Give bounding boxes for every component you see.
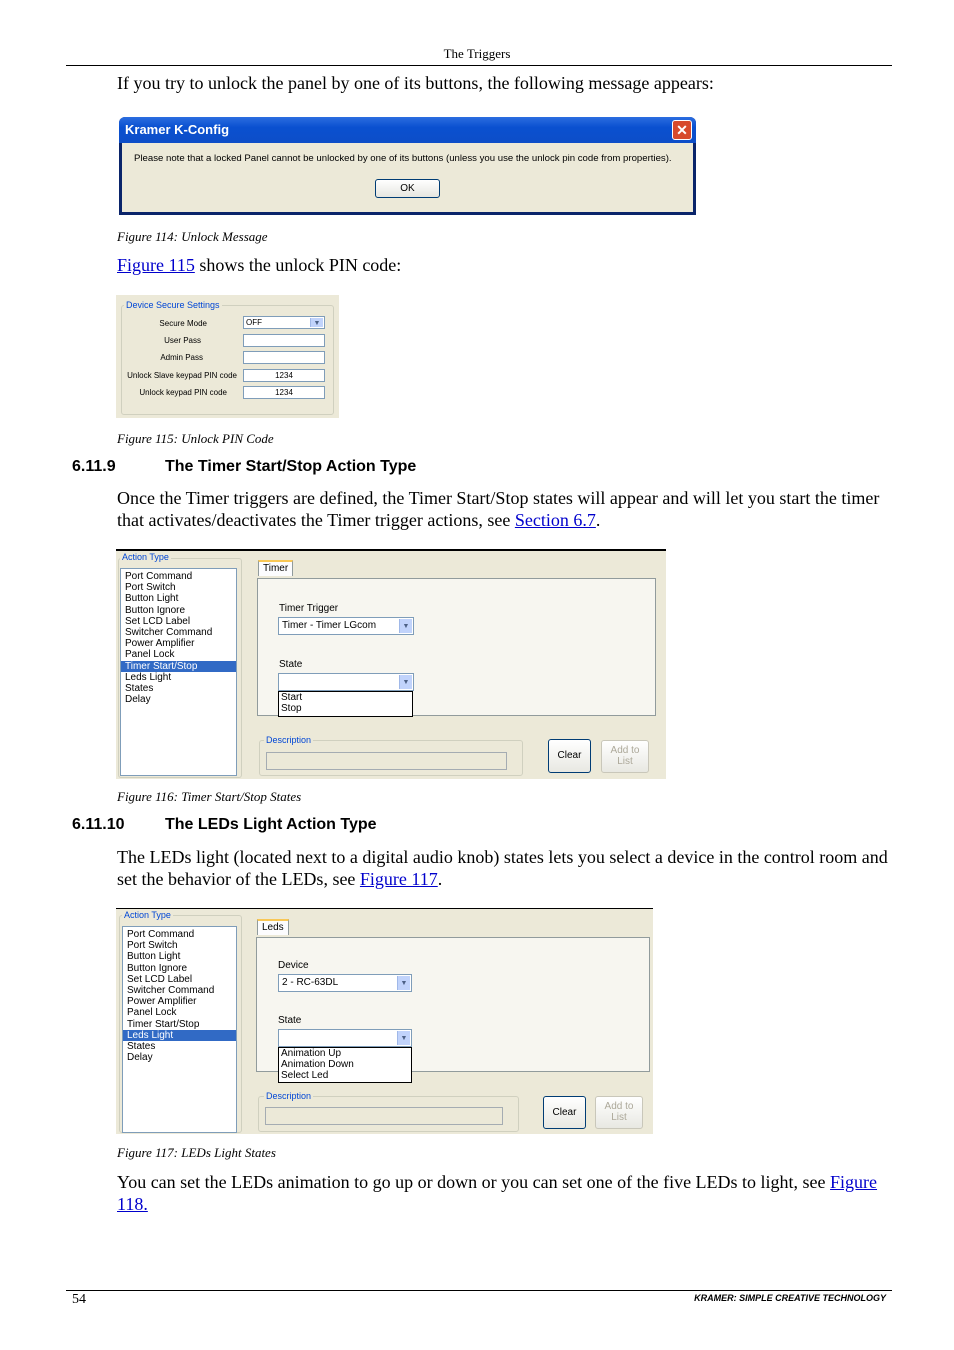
- tab-timer[interactable]: Timer: [258, 560, 293, 576]
- action-type-item[interactable]: Port Command: [125, 571, 193, 582]
- chevron-down-icon: ▼: [397, 1031, 410, 1045]
- timer-trigger-select[interactable]: [278, 617, 414, 635]
- settings-group-label: Device Secure Settings: [126, 300, 220, 310]
- unlock-keypad-pin-label: Unlock keypad PIN code: [139, 388, 227, 397]
- leds-paragraph-end: .: [437, 869, 443, 889]
- device-secure-settings-panel: [116, 295, 339, 418]
- section-number: 6.11.10: [72, 816, 125, 833]
- section-title: The LEDs Light Action Type: [165, 816, 377, 833]
- action-type-item[interactable]: Panel Lock: [127, 1007, 177, 1019]
- figure-118-link[interactable]: Figure 118.: [117, 1172, 878, 1214]
- action-type-item[interactable]: Timer Start/Stop: [127, 1018, 200, 1030]
- add-to-list-line2: List: [617, 756, 633, 767]
- state-dropdown-list[interactable]: [278, 1047, 412, 1083]
- leds-action-type-window: [116, 908, 653, 1134]
- state-dropdown-list[interactable]: [278, 691, 413, 717]
- action-type-item[interactable]: Button Light: [125, 593, 179, 605]
- unlock-keypad-pin-field[interactable]: [243, 386, 325, 399]
- action-type-item[interactable]: Timer Start/Stop: [121, 661, 236, 672]
- figure-115-link[interactable]: Figure 115: [117, 255, 195, 275]
- figure-115-reference: [117, 254, 401, 276]
- chevron-down-icon: ▼: [397, 976, 410, 990]
- section-6-11-10-heading: [72, 816, 377, 834]
- action-type-item[interactable]: Port Switch: [125, 582, 176, 594]
- footer-rule: [66, 1290, 892, 1291]
- add-to-list-line1: Add to: [604, 1101, 634, 1112]
- secure-mode-value: OFF: [246, 318, 262, 327]
- figure-114-caption: Figure 114: Unlock Message: [117, 229, 268, 244]
- unlock-message-dialog: [119, 117, 696, 215]
- secure-mode-select[interactable]: [243, 316, 325, 329]
- action-type-item[interactable]: Power Amplifier: [125, 638, 195, 650]
- figure-115-caption: Figure 115: Unlock PIN Code: [117, 431, 274, 446]
- action-type-item[interactable]: Switcher Command: [125, 627, 213, 639]
- timer-paragraph-end: .: [595, 510, 601, 530]
- action-type-item[interactable]: States: [127, 1041, 156, 1053]
- figure-117-link[interactable]: Figure 117: [359, 869, 438, 889]
- close-icon[interactable]: ✕: [672, 120, 692, 140]
- device-value: 2 - RC-63DL: [282, 977, 339, 988]
- chevron-down-icon: ▼: [399, 675, 412, 689]
- action-type-item[interactable]: Button Light: [127, 951, 181, 963]
- add-to-list-line2: List: [611, 1112, 627, 1123]
- section-6-11-9-heading: [72, 458, 416, 476]
- timer-trigger-label: Timer Trigger: [279, 603, 339, 614]
- unlock-slave-pin-value: 1234: [275, 371, 293, 380]
- footer-brand: KRAMER: SIMPLE CREATIVE TECHNOLOGY: [694, 1293, 886, 1303]
- state-option[interactable]: Animation Down: [281, 1059, 354, 1070]
- action-type-list[interactable]: [122, 926, 237, 1133]
- action-type-item[interactable]: Set LCD Label: [127, 973, 193, 985]
- action-type-item[interactable]: Panel Lock: [125, 649, 175, 661]
- unlock-slave-pin-label: Unlock Slave keypad PIN code: [127, 371, 237, 380]
- state-option[interactable]: Start: [281, 692, 303, 703]
- description-label: Description: [266, 735, 312, 745]
- section-title: The Timer Start/Stop Action Type: [165, 458, 417, 475]
- timer-paragraph-text: Once the Timer triggers are defined, the Timer Start/Stop states will appear and will let you start the timer that activates/deactivates the Timer trigger actions, see: [117, 488, 880, 530]
- figure-116-caption: Figure 116: Timer Start/Stop States: [117, 789, 302, 804]
- timer-trigger-value: Timer - Timer LGcom: [282, 620, 377, 631]
- dialog-message: Please note that a locked Panel cannot be unlocked by one of its buttons (unless you use the unlock pin code from properties).: [134, 153, 672, 164]
- intro-paragraph: If you try to unlock the panel by one of its buttons, the following message appears:: [117, 73, 714, 93]
- secure-mode-label: Secure Mode: [159, 319, 207, 328]
- clear-button[interactable]: Clear: [543, 1096, 586, 1129]
- action-type-item[interactable]: Switcher Command: [127, 985, 215, 997]
- action-type-item[interactable]: Delay: [127, 1052, 153, 1064]
- page-number: 54: [72, 1292, 86, 1307]
- action-type-item[interactable]: Button Ignore: [125, 604, 186, 616]
- unlock-keypad-pin-value: 1234: [275, 388, 293, 397]
- ok-button[interactable]: OK: [375, 179, 440, 198]
- description-label: Description: [266, 1091, 312, 1101]
- state-label: State: [278, 1015, 302, 1026]
- description-field[interactable]: [266, 752, 507, 770]
- state-select[interactable]: [278, 673, 414, 691]
- action-type-item[interactable]: Delay: [125, 694, 151, 706]
- action-type-item[interactable]: Set LCD Label: [125, 615, 191, 627]
- state-select[interactable]: [278, 1029, 412, 1047]
- user-pass-field[interactable]: [243, 334, 325, 347]
- action-type-label: Action Type: [124, 910, 171, 920]
- figure-115-reference-text: shows the unlock PIN code:: [194, 255, 402, 275]
- action-type-item[interactable]: Button Ignore: [127, 962, 188, 974]
- dialog-title: Kramer K-Config: [125, 122, 230, 137]
- add-to-list-line1: Add to: [610, 745, 640, 756]
- state-label: State: [279, 659, 303, 670]
- add-to-list-button[interactable]: [595, 1096, 643, 1129]
- chevron-down-icon: ▼: [310, 318, 323, 327]
- action-type-item[interactable]: Leds Light: [123, 1030, 236, 1041]
- action-type-list[interactable]: [120, 568, 237, 776]
- clear-button[interactable]: Clear: [548, 739, 591, 773]
- device-label: Device: [278, 960, 309, 971]
- leds-paragraph: [117, 846, 892, 890]
- timer-action-type-window: [116, 549, 666, 779]
- running-header: The Triggers: [443, 46, 511, 61]
- section-6-7-link[interactable]: Section 6.7: [514, 510, 596, 530]
- unlock-slave-pin-field[interactable]: [243, 369, 325, 382]
- closing-paragraph: [117, 1171, 892, 1215]
- chevron-down-icon: ▼: [399, 619, 412, 633]
- action-type-item[interactable]: Port Command: [127, 929, 195, 940]
- figure-117-caption: Figure 117: LEDs Light States: [117, 1145, 276, 1160]
- leds-paragraph-text: The LEDs light (located next to a digital audio knob) states lets you select a device in the control room and set the behavior of the LEDs, see: [117, 847, 888, 889]
- state-option[interactable]: Stop: [281, 703, 302, 714]
- header-rule: [66, 65, 892, 66]
- user-pass-label: User Pass: [164, 336, 201, 345]
- description-field[interactable]: [265, 1107, 503, 1125]
- tab-leds[interactable]: Leds: [257, 919, 289, 935]
- timer-paragraph: [117, 487, 892, 531]
- action-type-label: Action Type: [122, 552, 169, 562]
- device-select[interactable]: [278, 974, 412, 992]
- section-number: 6.11.9: [72, 458, 116, 475]
- action-type-item[interactable]: States: [125, 683, 154, 695]
- admin-pass-field[interactable]: [243, 351, 325, 364]
- add-to-list-button[interactable]: [601, 740, 649, 773]
- admin-pass-label: Admin Pass: [160, 353, 203, 362]
- closing-paragraph-text: You can set the LEDs animation to go up or down or you can set one of the five LEDs to light, see: [117, 1172, 831, 1192]
- state-option[interactable]: Select Led: [281, 1070, 329, 1081]
- state-option[interactable]: Animation Up: [281, 1048, 342, 1059]
- action-type-item[interactable]: Power Amplifier: [127, 996, 197, 1008]
- action-type-item[interactable]: Port Switch: [127, 940, 178, 952]
- action-type-item[interactable]: Leds Light: [125, 671, 172, 683]
